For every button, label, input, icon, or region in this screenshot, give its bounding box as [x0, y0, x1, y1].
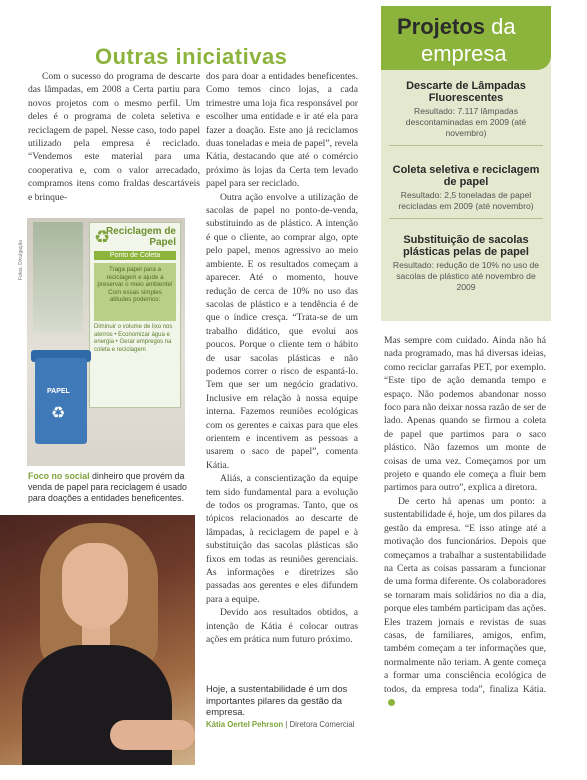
bin-label: PAPEL [47, 388, 70, 395]
paragraph [384, 495, 546, 710]
recycling-bin [35, 358, 87, 444]
caption-lead: Foco no social [28, 471, 90, 481]
recycle-icon: ♻ [94, 227, 111, 247]
window-shape [33, 222, 83, 332]
paragraph-text: De certo há apenas um ponto: a sustentabilidade é, hoje, um dos pilares da gestão da empresa. “E isso atinge até a motivação dos funcionários. Depois que começamos a trabalhar a sustentabilidade na Certa as coisas passaram a funcionar de uma forma diferente. Os colaboradores se tornaram mais solidários no dia a dia, porque eles também participam das ações. Eles trazem jornais e revistas de suas casas, de familiares, amigos, enfim, também começam a ter informações que, normalmente não teriam. A gente começa a formar uma consciência ecológica de todos, da empresa toda”, finaliza Kátia. [384, 495, 546, 695]
text-column-2 [206, 70, 358, 646]
pull-quote: Hoje, a sustentabilidade é um dos importantes pilares da gestão da empresa. [206, 683, 348, 718]
projects-sidebar [381, 6, 551, 321]
portrait-face [62, 543, 128, 629]
sidebar-title [397, 14, 516, 40]
poster-list: Diminuir o volume de lixo nos aterros • Economizar água e energia • Gerar empregos na coleta e reciclagem [94, 324, 173, 353]
poster-text: Traga papel para a reciclagem e ajude a preservar o meio ambiente! Com essas simples atitudes podemos: [94, 263, 176, 321]
text-column-3 [384, 334, 546, 709]
recycling-point-photo [27, 218, 185, 466]
caption-text: dinheiro que provém da venda de papel para reciclagem é usado para doações a entidades beneficentes. [28, 471, 187, 504]
project-item [389, 80, 543, 146]
project-name: Coleta seletiva e reciclagem de papel [392, 164, 540, 188]
article-headline: Outras iniciativas [95, 44, 288, 69]
portrait-arm [110, 720, 195, 750]
project-item [389, 164, 543, 219]
recycling-poster [89, 222, 181, 408]
paragraph: Mas sempre com cuidado. Ainda não há nada programado, mas há diversas ideias, como reciclar garrafas PET, por exemplo. “Este tipo de ação demanda tempo e espaço. Não podemos abandonar nosso foco para não deixar nossa razão de ser de lado. Apenas quando se firmou a coleta de papel que partimos para o saco plástico. Não fazemos um monte de coisas de uma vez. Começamos por um projeto e quando ele começa a fluir bem partimos para outro”, explica a diretora. [384, 335, 546, 494]
sidebar-title-light: da [491, 14, 516, 39]
poster-bar: Ponto de Coleta [94, 251, 176, 260]
project-name: Descarte de Lâmpadas Fluorescentes [406, 80, 526, 104]
quote-author [206, 720, 355, 729]
paragraph: Com o sucesso do programa de descarte das lâmpadas, em 2008 a Certa partiu para novos projetos com o mesmo perfil. Um deles é o programa de coleta seletiva e reciclagem de papel. Nesse caso, todo papel utilizado pela empresa é reciclado. “Vendemos este material para uma cooperativa e, com o valor arrecadado, compramos itens como fraldas descartáveis e brinque- [28, 71, 200, 203]
photo-credit: Fotos: Divulgação [18, 239, 24, 280]
paragraph: dos para doar a entidades beneficentes. Como temos cinco lojas, a cada trimestre uma loja fica responsável por escolher uma entidade e ir até ela para fazer a doação. Este ano já reciclamos duas toneladas e meia de papel”, revela Kátia, destacando que até o comércio próximo às lojas da Certa tem levado papel para ser reciclado. [206, 71, 358, 190]
text-column-1 [28, 70, 200, 204]
sidebar-header [381, 6, 551, 70]
project-name: Substituição de sacolas plásticas pelas de papel [403, 234, 529, 258]
project-result: Resultado: 2,5 toneladas de papel recicladas em 2009 (até novembro) [398, 190, 534, 211]
sidebar-title-line2: empresa [421, 41, 507, 66]
poster-title: Reciclagem de Papel [105, 226, 176, 248]
paragraph: Aliás, a conscientização da equipe tem sido fundamental para a evolução de todos os programas. Tanto, que os tópicos relacionados ao descarte de lâmpadas, à reciclagem de papel e à substituição das sacolas plásticas são fixos em todas as reuniões gerenciais. As informações e diretrizes são passadas aos gerentes e eles difundem para a equipe. [206, 473, 358, 605]
project-divider [389, 145, 543, 146]
project-result: Resultado: redução de 10% no uso de sacolas de plástico até novembro de 2009 [392, 260, 540, 292]
project-item [389, 234, 543, 293]
project-divider [389, 218, 543, 219]
project-result: Resultado: 7.117 lâmpadas descontaminadas em 2009 (até novembro) [405, 106, 527, 138]
author-role: | Diretora Comercial [283, 720, 355, 729]
sidebar-title-bold: Projetos [397, 14, 486, 39]
paragraph: Outra ação envolve a utilização de sacolas de papel no ponto-de-venda, substituindo as de plástico. A intenção é que o cliente, ao comprar algo, opte pelo papel, menos agressivo ao meio ambiente. E os resultados começam a aparecer. Até o momento, houve redução de cerca de 10% no uso das sacolas de plástico e a tendência é de que o índice cresça. “Trata-se de um trabalho didático, que evolui aos poucos. Porque o cliente tem o hábito de usar sacolas plásticas e não podemos correr o risco de espantá-lo. Tem que ser um negócio gradativo. Inclusive em relação à nossa equipe interna. Fazemos reuniões ecológicas com os gerentes e caixas para que eles orientem e incentivem as pessoas a usarem o saco de papel”, comenta Kátia. [206, 191, 358, 471]
portrait-photo [0, 515, 195, 765]
bin-recycle-icon: ♻ [51, 405, 66, 422]
end-mark-icon [388, 699, 395, 706]
photo-caption [28, 471, 188, 505]
paragraph: Devido aos resultados obtidos, a intenção de Kátia é colocar outras ações em prática num futuro próximo. [206, 607, 358, 646]
author-name: Kátia Oertel Pehrson [206, 720, 284, 729]
